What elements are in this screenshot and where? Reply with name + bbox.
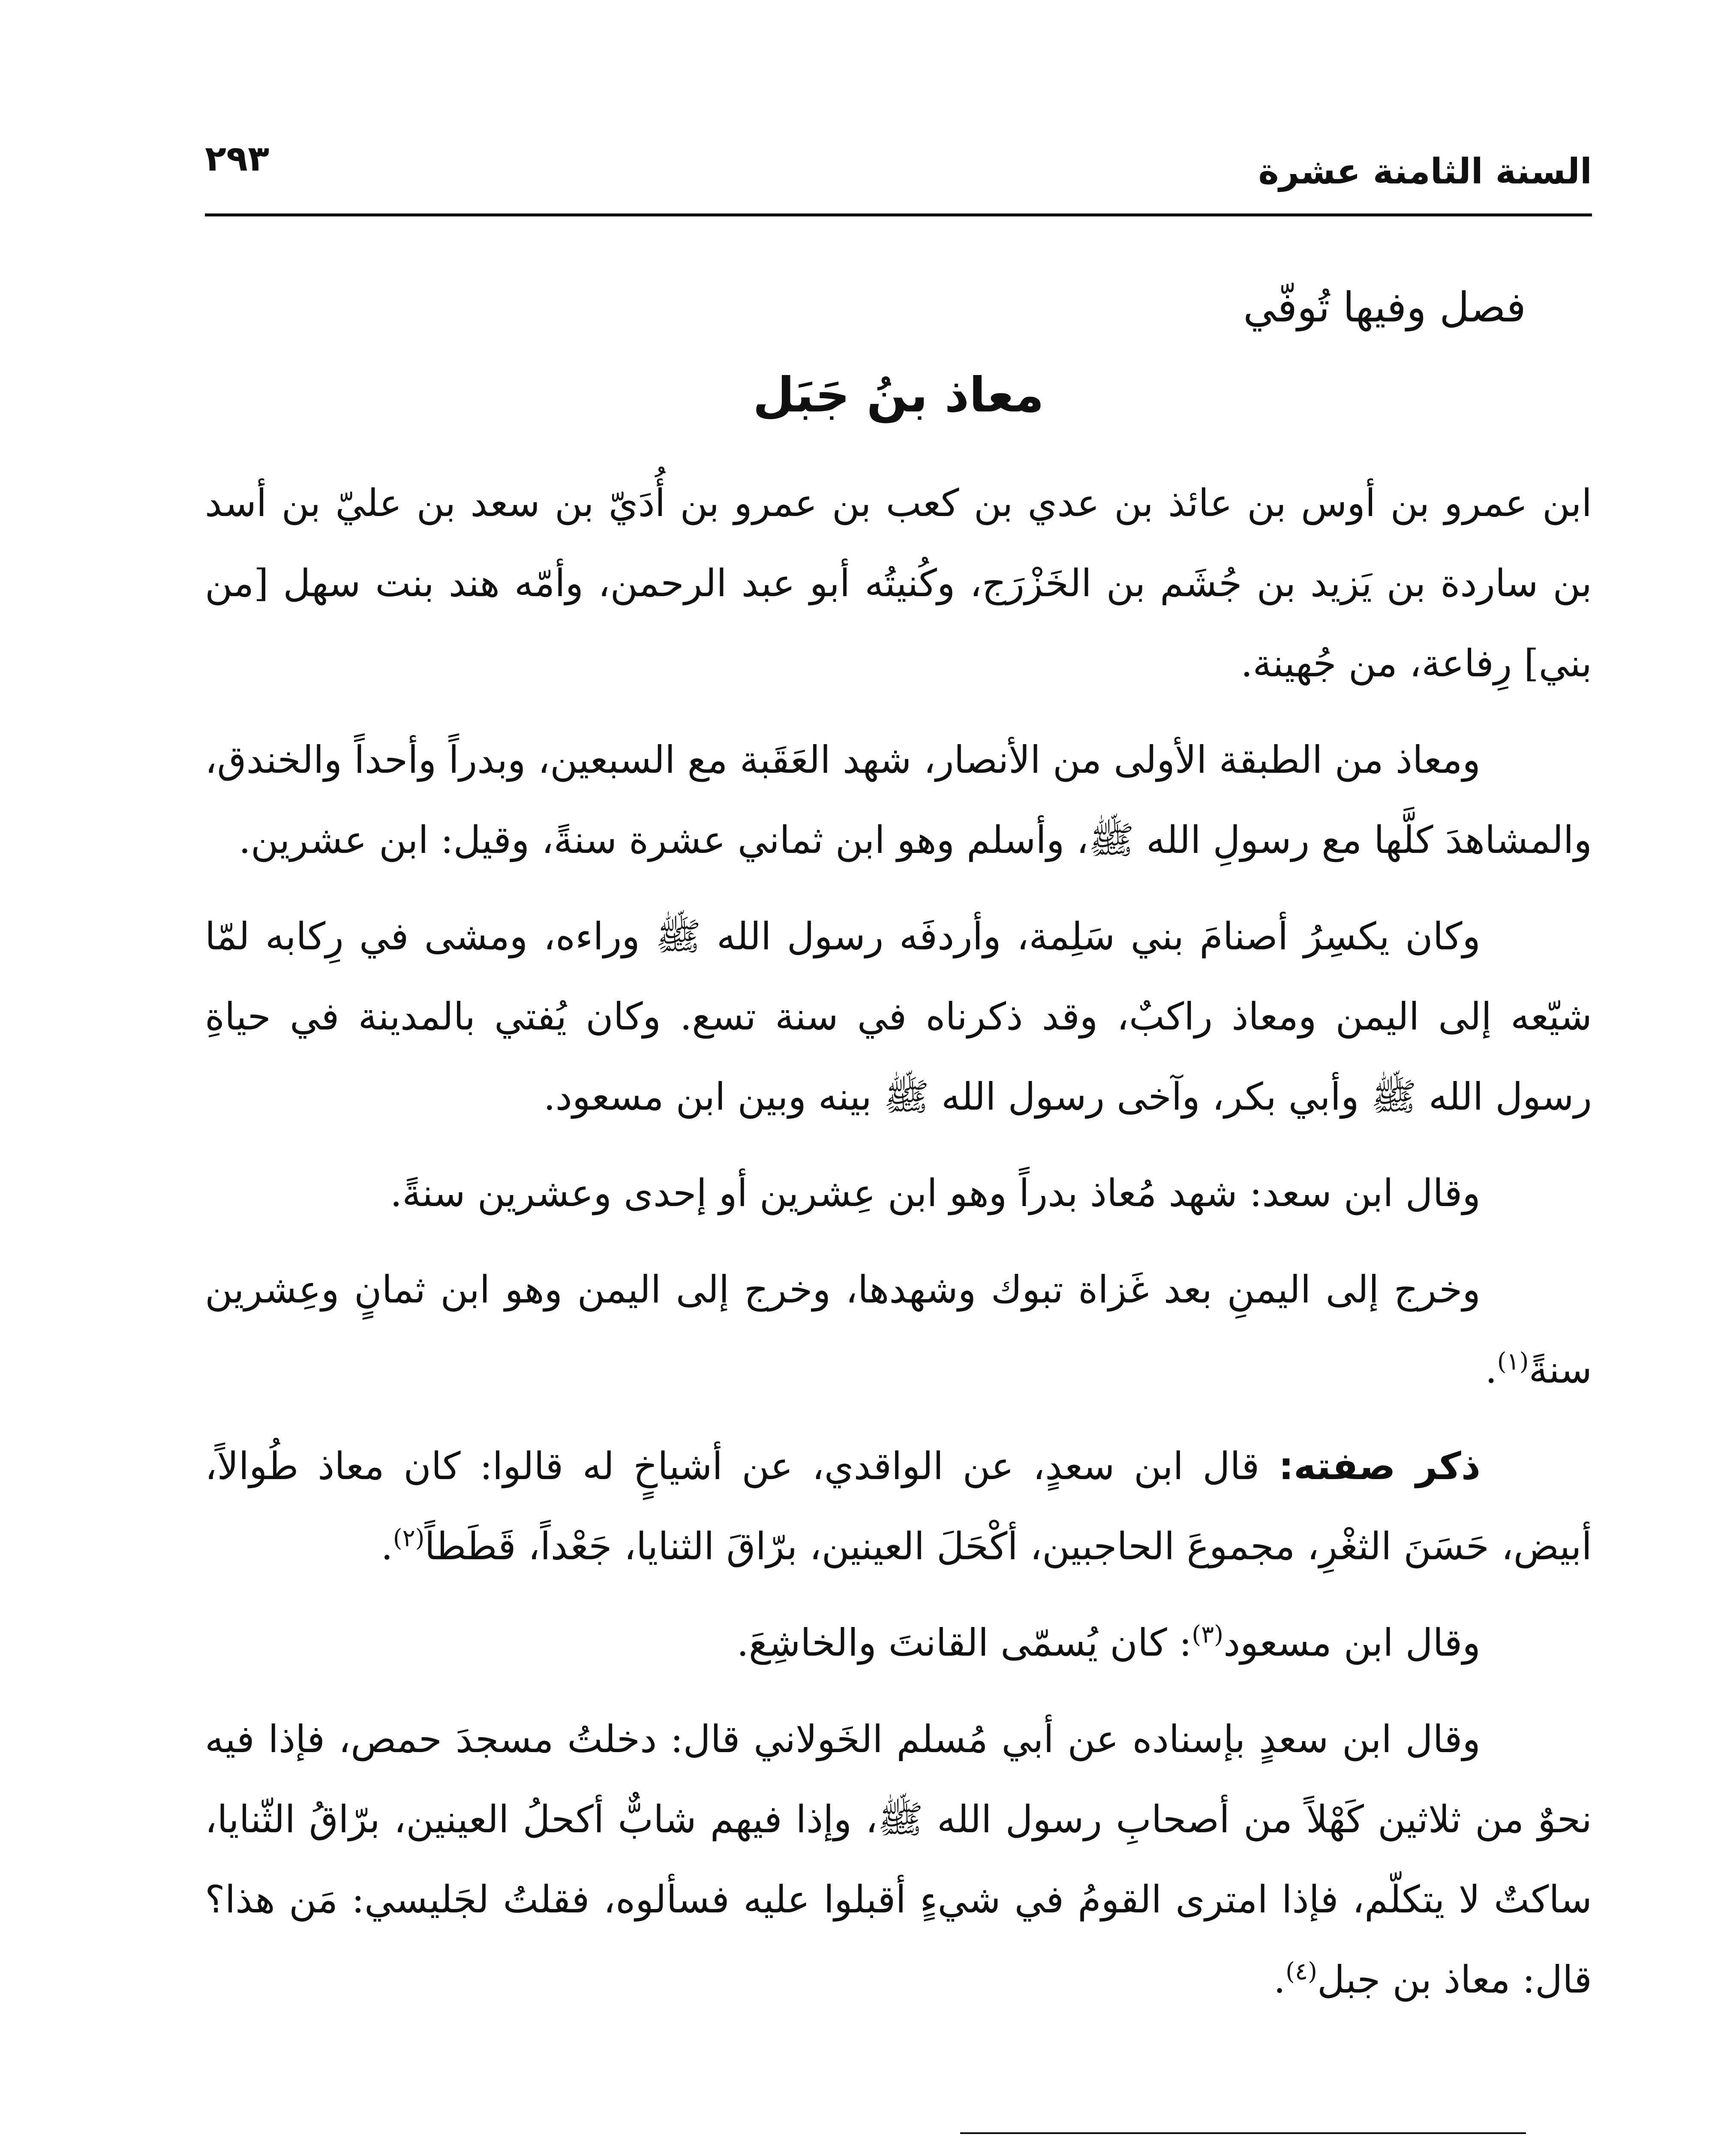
- footnote-ref-2: (٢): [393, 1524, 425, 1552]
- running-header: [205, 129, 1592, 206]
- paragraph-ibn-masud: [205, 1603, 1592, 1683]
- paragraph-yemen-text: وخرج إلى اليمنِ بعد غَزاة تبوك وشهدها، وخرج إلى اليمن وهو ابن ثمانٍ وعِشرين سنةً: [205, 1267, 1592, 1392]
- paragraph-rank: ومعاذ من الطبقة الأولى من الأنصار، شهد العَقَبة مع السبعين، وبدراً وأحداً والخندق، والمشاهدَ كلَّها مع رسولِ الله ﷺ، وأسلم وهو ابن ثماني عشرة سنةً، وقيل: ابن عشرين.: [205, 738, 1592, 862]
- paragraph-deeds: وكان يكسِرُ أصنامَ بني سَلِمة، وأردفَه رسول الله ﷺ وراءه، ومشى في رِكابه لمّا شيّعه إلى اليمن ومعاذ راكبٌ، وقد ذكرناه في سنة تسع. وكان يُفتي بالمدينة في حياةِ رسول الله ﷺ وأبي بكر، وآخى رسول الله ﷺ بينه وبين ابن مسعود.: [205, 914, 1592, 1119]
- paragraph-ibn-saad: وقال ابن سعد: شهد مُعاذ بدراً وهو ابن عِشرين أو إحدى وعشرين سنةً.: [390, 1171, 1481, 1215]
- description-end: .: [381, 1524, 393, 1568]
- entry-title: معاذ بنُ جَبَل: [753, 367, 1044, 423]
- khawlani-end: .: [1273, 1957, 1286, 2002]
- footnote-ref-1: (١): [1497, 1348, 1529, 1376]
- ibn-masud-after: : كان يُسمّى القانتَ والخاشِعَ.: [736, 1621, 1192, 1665]
- paragraph-yemen: [205, 1249, 1592, 1410]
- paragraph-description: [205, 1426, 1592, 1586]
- footnote-rule: [960, 2132, 1526, 2134]
- ibn-masud-before: وقال ابن مسعود: [1223, 1621, 1481, 1665]
- khawlani-text: وقال ابن سعدٍ بإسناده عن أبي مُسلم الخَولاني قال: دخلتُ مسجدَ حمص، فإذا فيه نحوٌ من ثلاثين كَهْلاً من أصحابِ رسول الله ﷺ، وإذا فيهم شابٌّ أكحلُ العينين، برّاقُ الثّنايا، ساكتٌ لا يتكلّم، فإذا امترى القومُ في شيءٍ أقبلوا عليه فسألوه، فقلتُ لجَليسي: مَن هذا؟ قال: معاذ بن جبل: [205, 1717, 1592, 2002]
- footnote-ref-4: (٤): [1285, 1957, 1317, 1986]
- header-rule: [205, 213, 1592, 216]
- body-text: [205, 463, 1592, 2036]
- paragraph-yemen-end: .: [1485, 1348, 1497, 1392]
- paragraph-khawlani: [205, 1699, 1592, 2020]
- description-text: قال ابن سعدٍ، عن الواقدي، عن أشياخٍ له قالوا: كان معاذ طُوالاً، أبيض، حَسَنَ الثغْرِ، مجموعَ الحاجبين، أكْحَلَ العينين، برّاقَ الثنايا، جَعْداً، قَطَطاً: [205, 1444, 1592, 1568]
- paragraph-lineage: ابن عمرو بن أوس بن عائذ بن عدي بن كعب بن عمرو بن أُدَيّ بن سعد بن عليّ بن أسد بن ساردة بن يَزيد بن جُشَم بن الخَزْرَج، وكُنيتُه أبو عبد الرحمن، وأمّه هند بنت سهل [من بني] رِفاعة، من جُهينة.: [205, 481, 1592, 685]
- footnote-ref-3: (٣): [1192, 1621, 1224, 1649]
- page-number: ٢٩٣: [205, 138, 270, 179]
- running-header-title: السنة الثامنة عشرة: [1258, 151, 1592, 192]
- description-heading: ذكر صفته:: [1278, 1444, 1481, 1488]
- section-label: فصل وفيها تُوفّي: [1243, 283, 1526, 331]
